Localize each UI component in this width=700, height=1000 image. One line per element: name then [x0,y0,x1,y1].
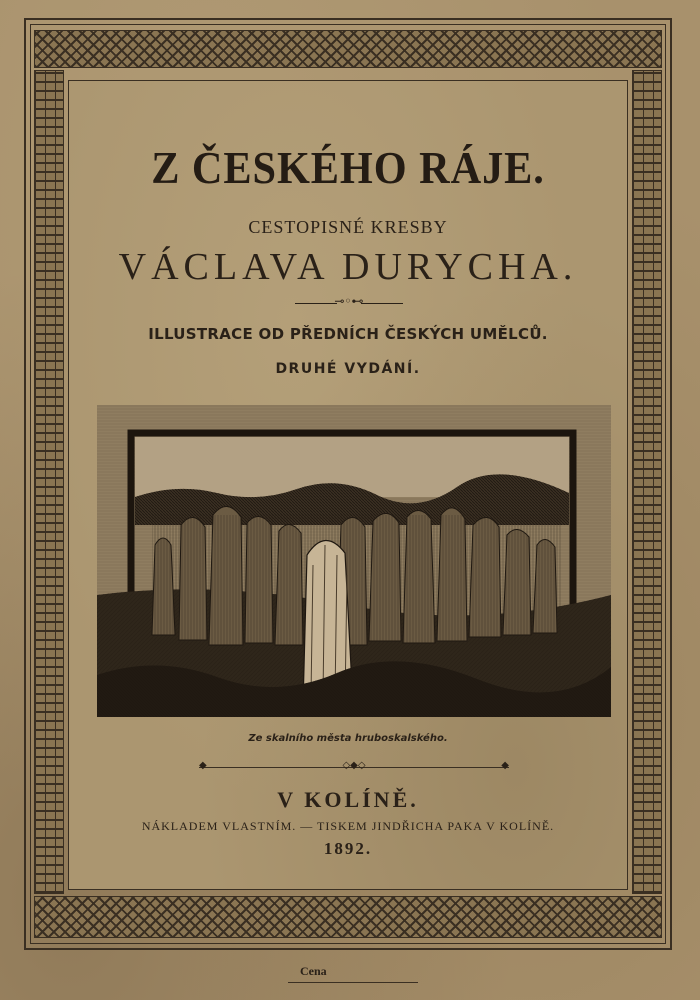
divider-diamond-icon: ◆ [199,760,207,771]
engraving-caption: Ze skalního města hruboskalského. [248,733,448,744]
divider-ornament-icon: ⊸◦⊷ [334,294,364,308]
title-divider [295,294,403,308]
cover-engraving [97,405,611,717]
ornament-border-right [632,70,662,894]
divider-diamond-icon: ◆ [501,760,509,771]
imprint-divider [199,760,509,771]
ornament-border-left [34,70,64,894]
rock-city-engraving-image [97,405,611,717]
book-subtitle: CESTOPISNÉ KRESBY [248,217,448,237]
cover-panel [68,80,628,890]
ornament-border-bottom [34,896,662,938]
ornament-border-top [34,30,662,68]
price-line [288,982,418,983]
price-field [288,962,418,986]
publisher-line: NÁKLADEM VLASTNÍM. — TISKEM JINDŘICHA PAKA V KOLÍNĚ. [141,819,555,833]
book-title: Z ČESKÉHO RÁJE. [151,142,545,193]
edition-note: DRUHÉ VYDÁNÍ. [275,361,421,377]
illustrations-note: ILLUSTRACE OD PŘEDNÍCH ČESKÝCH UMĚLCŮ. [148,325,548,343]
divider-center-ornament-icon: ◇◆◇ [342,760,366,771]
book-author: VÁCLAVA DURYCHA. [118,246,578,288]
publication-place: V KOLÍNĚ. [277,787,419,812]
publication-year: 1892. [323,839,373,858]
price-label: Cena [300,964,327,978]
